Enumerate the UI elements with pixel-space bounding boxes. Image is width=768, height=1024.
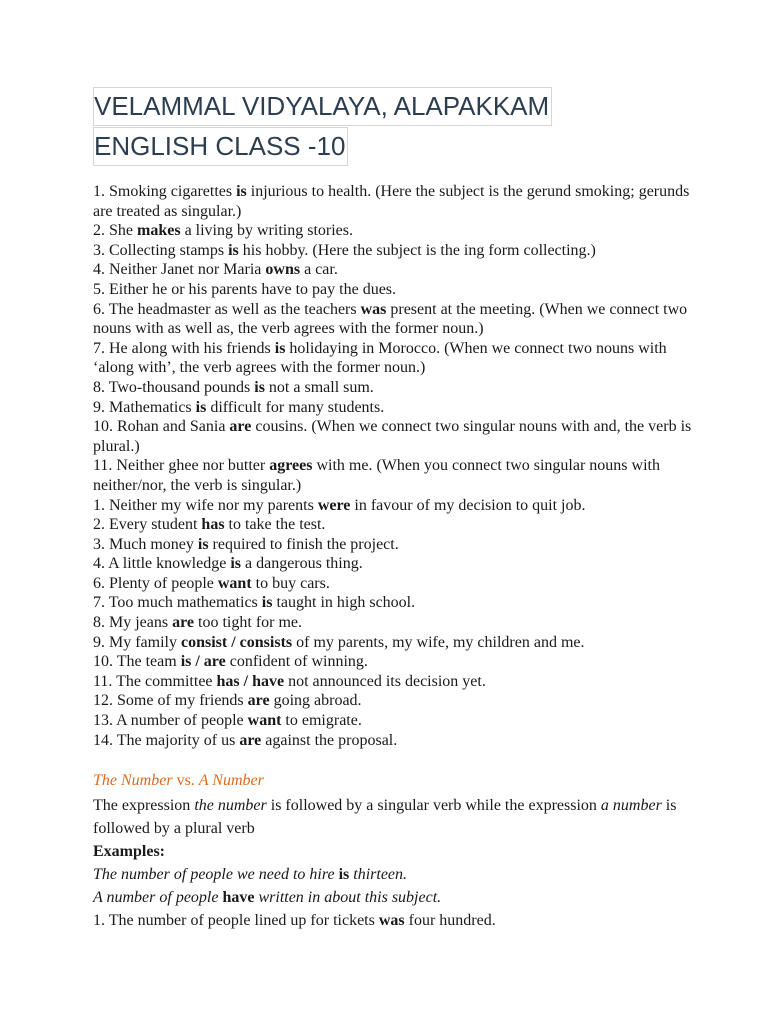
- example-2: A number of people have written in about this subject.: [93, 889, 442, 907]
- examples-label: Examples:: [93, 843, 165, 861]
- list-item: 12. Some of my friends are going abroad.: [93, 692, 362, 710]
- page-title: [93, 87, 693, 167]
- list-item: 2. Every student has to take the test.: [93, 516, 326, 534]
- list-item: 1. Smoking cigarettes is injurious to health. (Here the subject is the gerund smoking; gerunds are treated as singular.): [93, 183, 690, 220]
- list-item: 13. A number of people want to emigrate.: [93, 712, 362, 730]
- list-item: 8. My jeans are too tight for me.: [93, 614, 303, 632]
- list-item: 1. Neither my wife nor my parents were in favour of my decision to quit job.: [93, 496, 586, 514]
- list-item: 3. Much money is required to finish the project.: [93, 535, 399, 553]
- title-school: VELAMMAL VIDYALAYA, ALAPAKKAM: [93, 87, 552, 126]
- list-item: 2. She makes a living by writing stories.: [93, 222, 353, 240]
- list-item: 14. The majority of us are against the proposal.: [93, 731, 398, 749]
- explanation-paragraph: The expression the number is followed by a singular verb while the expression a number is followed by a plural verb: [93, 797, 677, 838]
- title-class: ENGLISH CLASS -10: [93, 127, 348, 166]
- list-item: 8. Two-thousand pounds is not a small sum.: [93, 378, 374, 396]
- list-item: 4. Neither Janet nor Maria owns a car.: [93, 261, 338, 279]
- heading-vs: vs.: [172, 772, 199, 790]
- list-item: 11. Neither ghee nor butter agrees with me. (When you connect two singular nouns with neither/nor, the verb is singular.): [93, 457, 660, 494]
- example-1: The number of people we need to hire is thirteen.: [93, 866, 408, 884]
- heading-the-number: The Number: [93, 772, 173, 790]
- list-item: 6. The headmaster as well as the teachers was present at the meeting. (When we connect two nouns with as well as, the verb agrees with the former noun.): [93, 300, 688, 338]
- list-item: 3. Collecting stamps is his hobby. (Here the subject is the ing form collecting.): [93, 241, 596, 259]
- sentence-list: [93, 182, 693, 750]
- exercise-sentence: 1. The number of people lined up for tickets was four hundred.: [93, 912, 496, 930]
- list-item: 4. A little knowledge is a dangerous thing.: [93, 555, 363, 573]
- heading-a-number: A Number: [198, 772, 264, 790]
- document-page: [93, 0, 693, 932]
- list-item: 9. Mathematics is difficult for many students.: [93, 398, 385, 416]
- list-item: 6. Plenty of people want to buy cars.: [93, 574, 330, 592]
- list-item: 5. Either he or his parents have to pay the dues.: [93, 280, 397, 298]
- list-item: 11. The committee has / have not announced its decision yet.: [93, 672, 486, 690]
- list-item: 10. Rohan and Sania are cousins. (When we connect two singular nouns with and, the verb is plural.): [93, 418, 692, 455]
- list-item: 7. He along with his friends is holidaying in Morocco. (When we connect two nouns with ‘along with’, the verb agrees with the former noun.): [93, 339, 667, 377]
- list-item: 9. My family consist / consists of my parents, my wife, my children and me.: [93, 633, 585, 651]
- list-item: 10. The team is / are confident of winning.: [93, 653, 368, 671]
- list-item: 7. Too much mathematics is taught in high school.: [93, 594, 416, 612]
- section-heading: [93, 770, 693, 792]
